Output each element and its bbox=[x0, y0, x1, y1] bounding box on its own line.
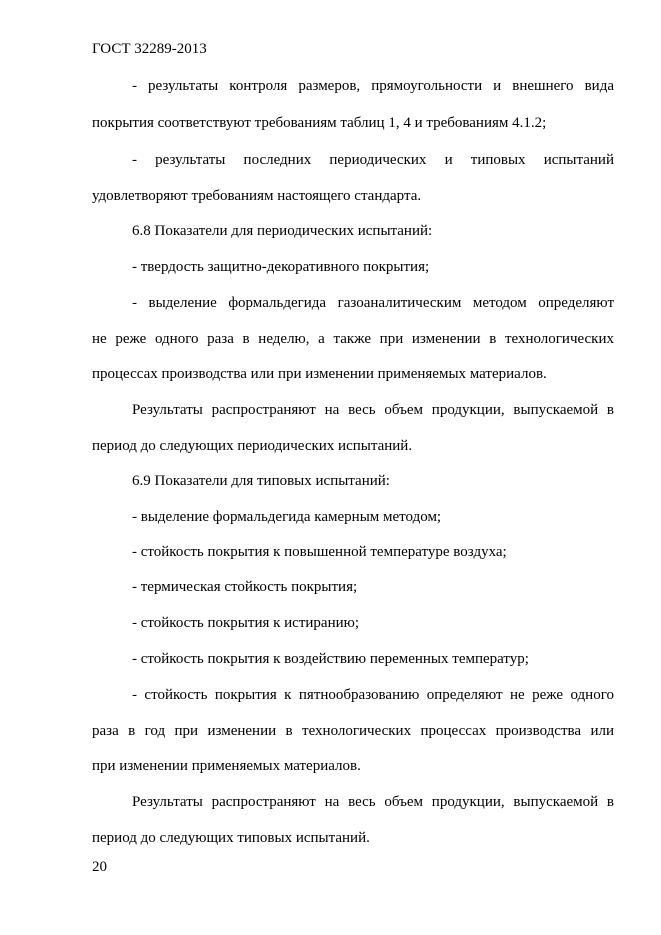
list-item: - стойкость покрытия к истиранию; bbox=[132, 615, 360, 631]
standard-header: ГОСТ 32289-2013 bbox=[92, 41, 207, 57]
text-line: Результаты распространяют на весь объем продукции, выпускаемой в bbox=[132, 402, 614, 418]
list-item: - выделение формальдегида камерным методом; bbox=[132, 509, 442, 525]
text-line: - результаты последних периодических и типовых испытаний bbox=[132, 152, 614, 168]
page-number: 20 bbox=[92, 859, 107, 875]
text-line: - стойкость покрытия к пятнообразованию определяют не реже одного bbox=[132, 687, 614, 703]
text-line: не реже одного раза в неделю, а также при изменении в технологических bbox=[92, 331, 614, 347]
text-line: раза в год при изменении в технологических процессах производства или bbox=[92, 723, 614, 739]
list-item: - стойкость покрытия к повышенной температуре воздуха; bbox=[132, 544, 507, 560]
text-line: период до следующих типовых испытаний. bbox=[92, 830, 370, 846]
text-line: - результаты контроля размеров, прямоугольности и внешнего вида bbox=[132, 78, 614, 94]
text-line: покрытия соответствуют требованиям таблиц 1, 4 и требованиям 4.1.2; bbox=[92, 115, 547, 131]
text-line: Результаты распространяют на весь объем продукции, выпускаемой в bbox=[132, 794, 614, 810]
text-line: процессах производства или при изменении применяемых материалов. bbox=[92, 366, 547, 382]
text-line: при изменении применяемых материалов. bbox=[92, 758, 361, 774]
list-item: - твердость защитно-декоративного покрытия; bbox=[132, 259, 430, 275]
text-line: удовлетворяют требованиям настоящего стандарта. bbox=[92, 188, 422, 204]
text-line: период до следующих периодических испытаний. bbox=[92, 438, 413, 454]
list-item: - стойкость покрытия к воздействию переменных температур; bbox=[132, 651, 529, 667]
section-heading-6-8: 6.8 Показатели для периодических испытаний: bbox=[132, 223, 433, 239]
list-item: - термическая стойкость покрытия; bbox=[132, 579, 358, 595]
text-line: - выделение формальдегида газоаналитическим методом определяют bbox=[132, 295, 614, 311]
section-heading-6-9: 6.9 Показатели для типовых испытаний: bbox=[132, 473, 390, 489]
